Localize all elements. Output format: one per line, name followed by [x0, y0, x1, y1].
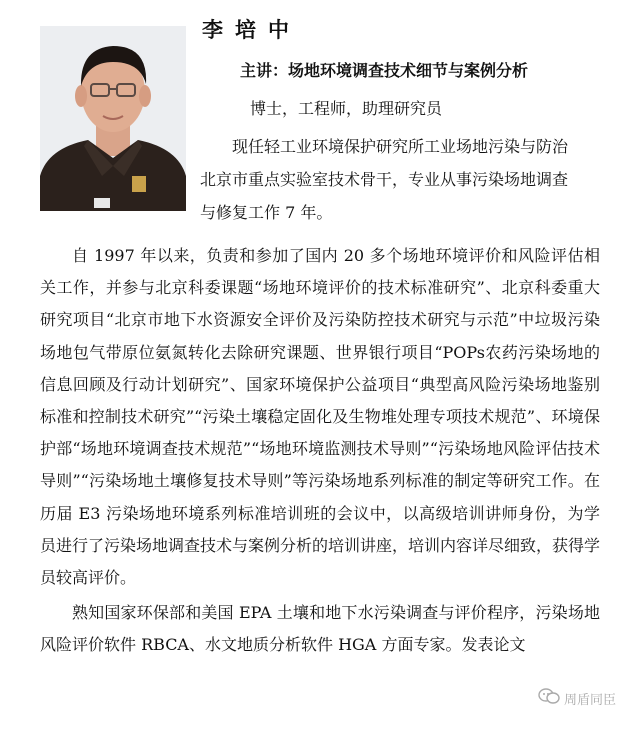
- watermark-text: 周盾同臣: [563, 692, 616, 708]
- watermark: [534, 686, 620, 710]
- speaker-name: 李培中: [202, 17, 301, 42]
- wechat-icon: [538, 687, 560, 709]
- intro-line-1: 现任轻工业环境保护研究所工业场地污染与防治: [232, 137, 569, 156]
- intro-line-3: 与修复工作 7 年。: [200, 203, 333, 222]
- bio-paragraph-2: 熟知国家环保部和美国 EPA 土壤和地下水污染调查与评价程序，污染场地风险评价软件 RBCA、水文地质分析软件 HGA 方面专家。发表论文: [40, 603, 600, 655]
- bio-paragraph-1: 自 1997 年以来，负责和参加了国内 20 多个场地环境评价和风险评估相关工作，并参与北京科委课题“场地环境评价的技术标准研究”、北京科委重大研究项目“北京市地下水资源安全评价及污染防控技术研究与示范”中垃圾污染场地包气带原位氨氮转化去除研究课题、世界银行项目“POPs农药污染场地的信息回顾及行动计划研究”、国家环境保护公益项目“典型高风险污染场地鉴别标准和控制技术研究”“污染土壤稳定固化及生物堆处理专项技术规范”、环境保护部“场地环境调查技术规范”“场地环境监测技术导则”“污染场地风险评估技术导则”“污染场地土壤修复技术导则”等污染场地系列标准的制定等研究工作。在历届 E3 污染场地环境系列标准培训班的会议中，以高级培训讲师身份，为学员进行了污染场地调查技术与案例分析的培训讲座，培训内容详尽细致，获得学员较高评价。: [40, 246, 601, 588]
- speaker-title: 博士，工程师，助理研究员: [250, 99, 443, 118]
- bio-body: [40, 240, 600, 662]
- intro-line-2: 北京市重点实验室技术骨干，专业从事污染场地调查: [200, 170, 569, 189]
- portrait-photo: [40, 26, 186, 211]
- lecture-topic: 主讲：场地环境调查技术细节与案例分析: [240, 61, 529, 80]
